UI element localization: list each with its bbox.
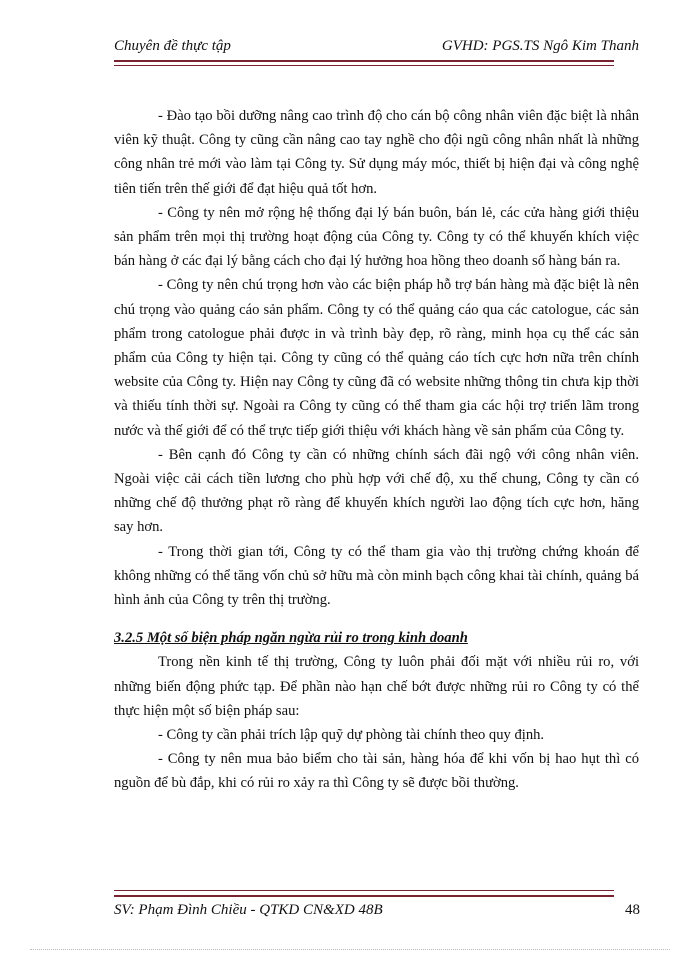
paragraph: - Công ty nên mở rộng hệ thống đại lý bán buôn, bán lẻ, các cửa hàng giới thiệu sản phẩm trên mọi thị trường hoạt động của Công ty. Công ty có thể khuyến khích việc bán hàng ở các đại lý bằng cách cho đại lý hưởng hoa hồng theo doanh số hàng bán ra. [114,204,639,270]
header-rule-thin [114,65,614,66]
footer-rule-thin [114,890,614,891]
footer-rule [114,895,614,897]
page-edge-divider [30,949,670,950]
page-footer [114,902,640,919]
paragraph: - Công ty cần phải trích lập quỹ dự phòng tài chính theo quy định. [158,727,545,744]
header-title: Chuyên đề thực tập [114,38,231,54]
footer-student: SV: Phạm Đình Chiều - QTKD CN&XD 48B [114,902,383,918]
page-header [114,38,639,55]
paragraph: - Công ty nên mua bảo biểm cho tài sản, hàng hóa để khi vốn bị hao hụt thì có nguồn để bù đắp, khi có rủi ro xảy ra thì Công ty sẽ được bồi thường. [114,751,639,792]
header-advisor: GVHD: PGS.TS Ngô Kim Thanh [441,38,639,54]
page-number: 48 [625,902,640,918]
paragraph: - Trong thời gian tới, Công ty có thể tham gia vào thị trường chứng khoán để không những có thể tăng vốn chủ sở hữu mà còn minh bạch công khai tài chính, quảng bá hình ảnh của Công ty trên thị trường. [114,543,639,609]
paragraph: Trong nền kinh tế thị trường, Công ty luôn phải đối mặt với nhiều rủi ro, với những biến động phức tạp. Để phần nào hạn chế bớt được những rủi ro Công ty có thể thực hiện một số biện pháp sau: [114,654,639,719]
section-heading: 3.2.5 Một số biện pháp ngăn ngừa rủi ro trong kinh doanh [114,630,468,647]
paragraph: - Bên cạnh đó Công ty cần có những chính sách đãi ngộ với công nhân viên. Ngoài việc cải cách tiền lương cho phù hợp với chế độ, xu thế chung, Công ty cần có những chế độ thưởng phạt rõ ràng để khuyến khích người lao động tích cực hơn, hăng say hơn. [114,446,639,536]
header-rule [114,60,614,62]
document-body [114,104,639,796]
paragraph: - Công ty nên chú trọng hơn vào các biện pháp hỗ trợ bán hàng mà đặc biệt là nên chú trọng vào quảng cáo sản phẩm. Công ty có thể quảng cáo qua các catologue, các sản phẩm trong catologue phải được in và trình bày đẹp, rõ ràng, minh họa cụ thể các sản phẩm của Công ty hiện tại. Công ty cũng có thể quảng cáo tích cực hơn nữa trên chính website của Công ty. Hiện nay Công ty cũng đã có website những thông tin chưa kịp thời và thiếu tính thời sự. Ngoài ra Công ty cũng có thể tham gia các hội trợ triển lãm trong nước và thế giới để có thể trực tiếp giới thiệu với khách hàng về sản phẩm của Công ty. [114,277,639,439]
paragraph: - Đào tạo bồi dưỡng nâng cao trình độ cho cán bộ công nhân viên đặc biệt là nhân viên kỹ thuật. Công ty cũng cần nâng cao tay nghề cho đội ngũ công nhân nhất là những công nhân trẻ mới vào làm tại Công ty. Sử dụng máy móc, thiết bị hiện đại và công nghệ tiên tiến trên thế giới để đạt hiệu quả tốt hơn. [114,108,639,197]
